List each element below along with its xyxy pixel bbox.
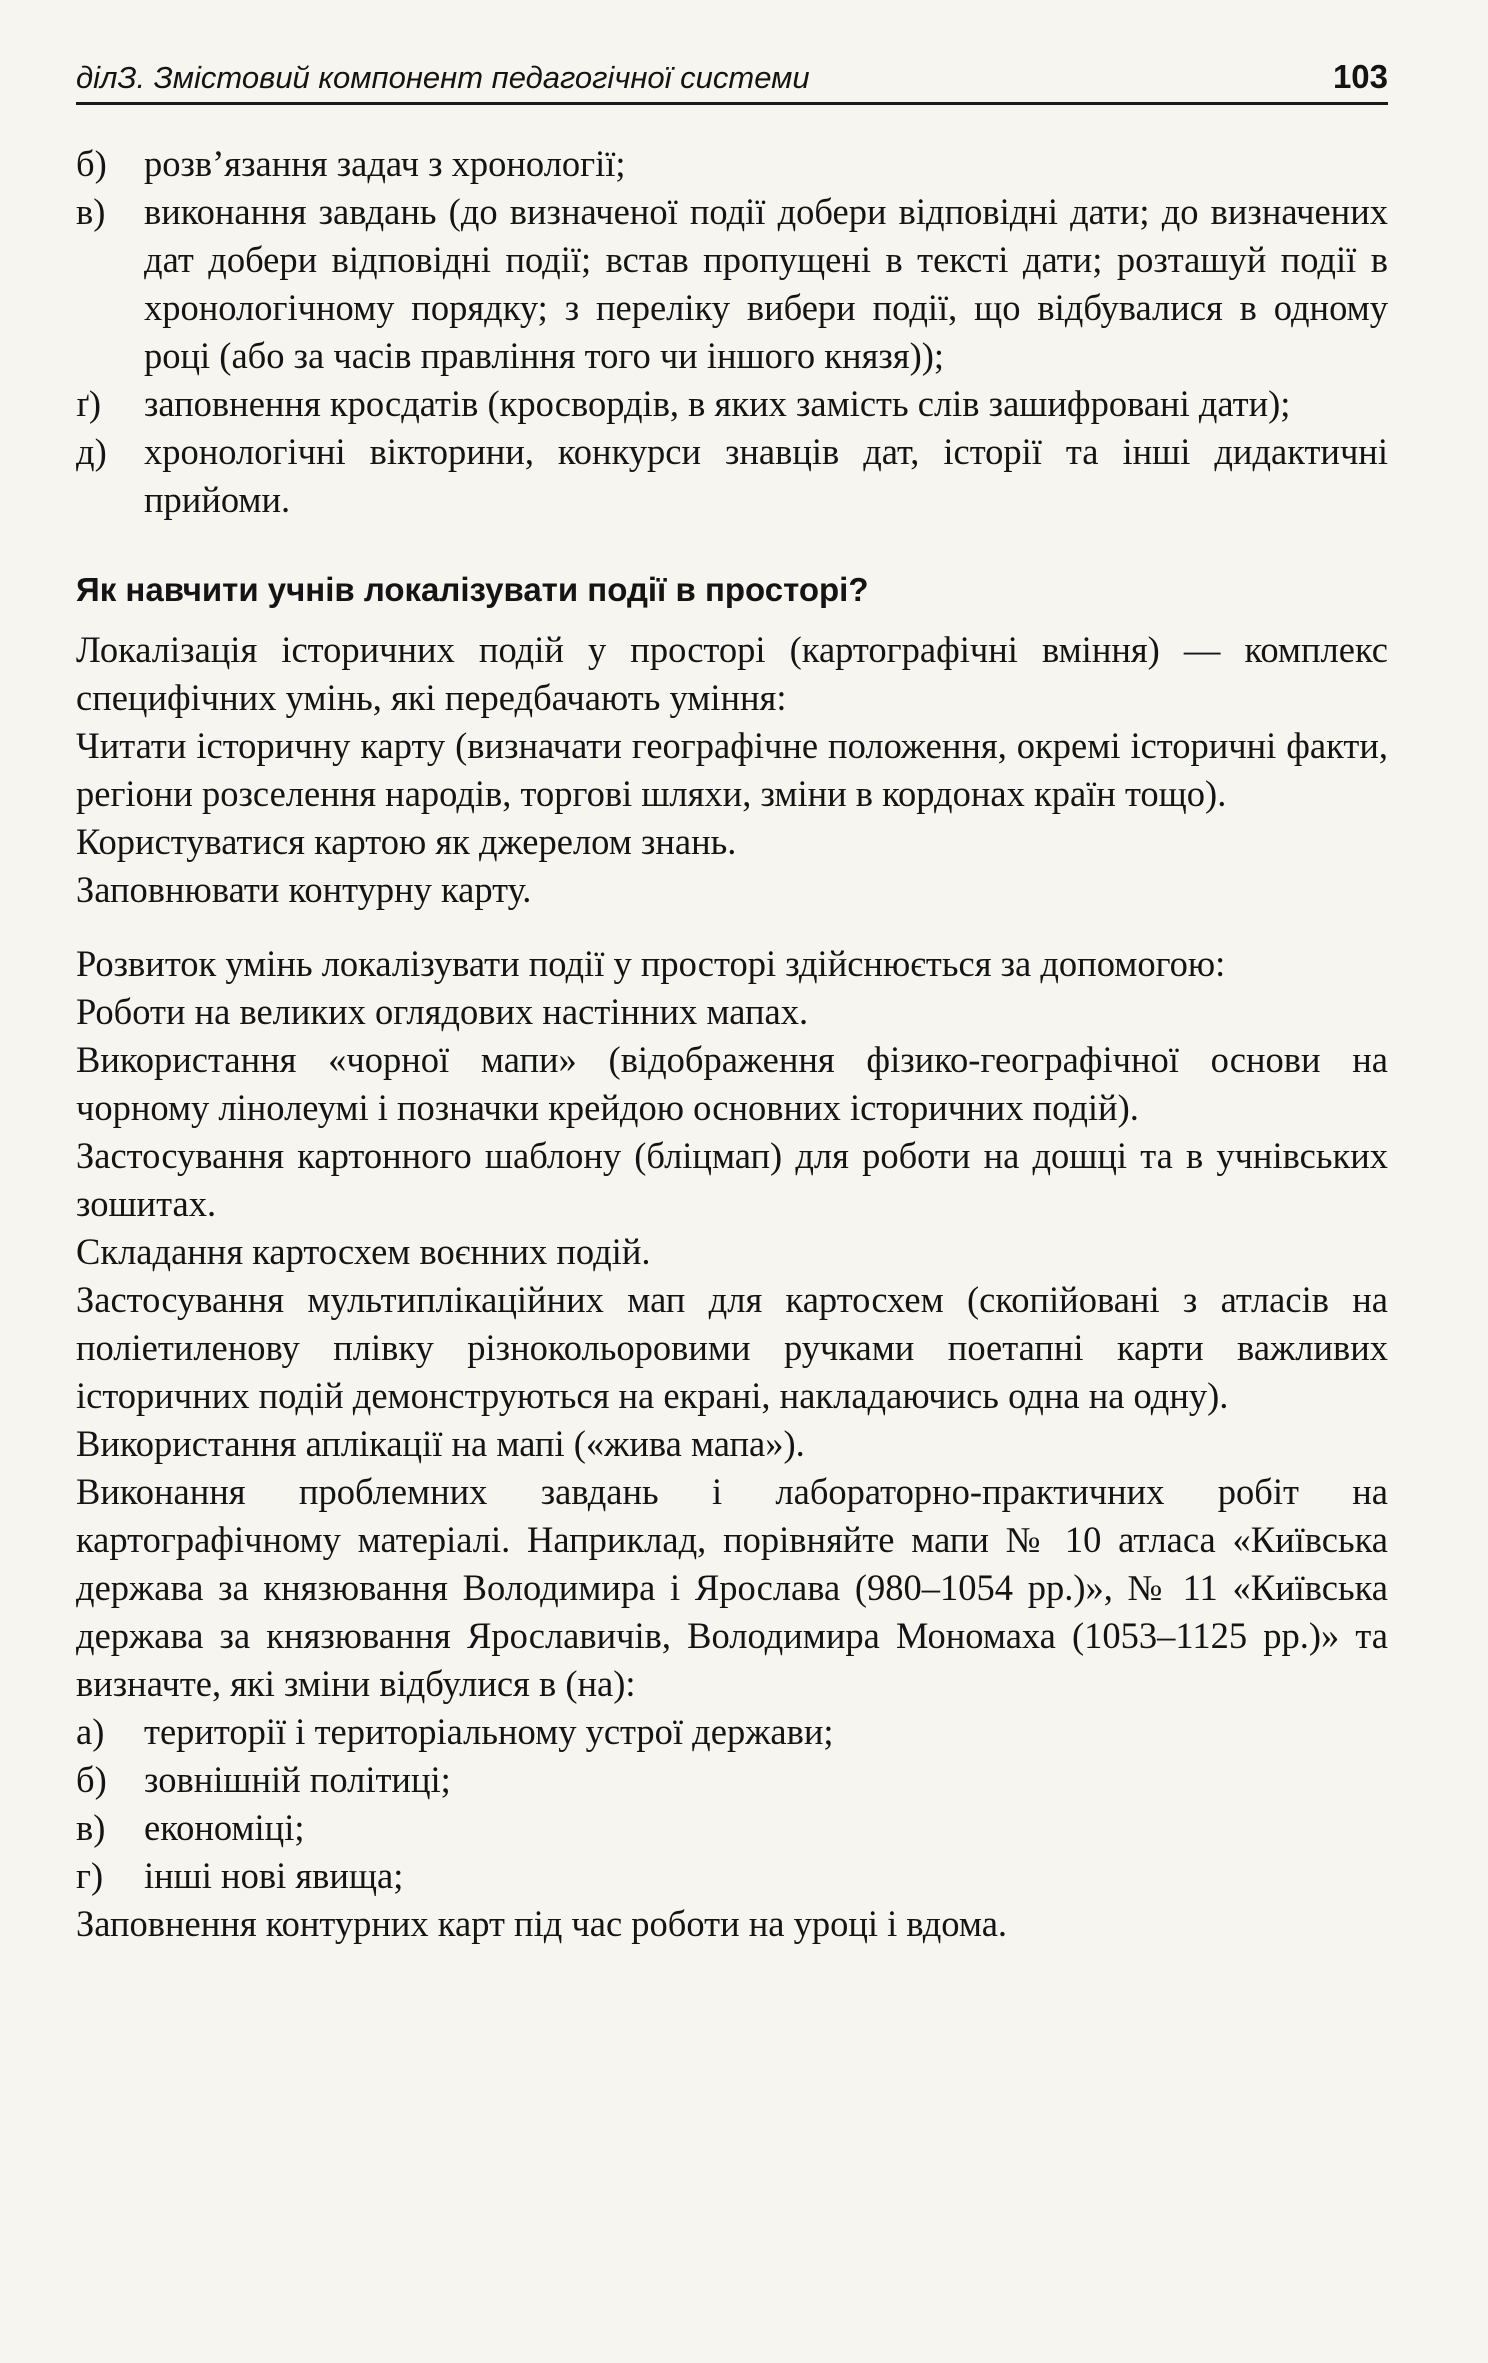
closing-paragraph: Заповнення контурних карт під час роботи на уроці і вдома.: [76, 1903, 1008, 1944]
paragraph: Користуватися картою як джерелом знань.: [76, 821, 737, 862]
list-item-text: хронологічні вікторини, конкурси знавців дат, історії та інші дидактичні прийоми.: [144, 431, 1388, 520]
list-item: [76, 380, 1388, 428]
list-item-text: інші нові явища;: [144, 1855, 404, 1896]
chronology-list: [76, 140, 1388, 524]
list-marker: б): [76, 1759, 107, 1800]
list-item-text: розв’язання задач з хронології;: [144, 143, 626, 184]
section-skills-development: [76, 940, 1388, 1708]
list-item: [76, 428, 1388, 524]
paragraph: Використання аплікації на мапі («жива мапа»).: [76, 1423, 805, 1464]
page-header: [76, 58, 1388, 105]
section-heading: Як навчити учнів локалізувати події в просторі?: [76, 571, 869, 608]
list-item-text: виконання завдань (до визначеної події добери відповідні дати; до визначених дат добери відповідні події; встав пропущені в тексті дати; розташуй події в хронологічному порядку; з переліку вибери події, що відбувалися в одному році (або за часів правління того чи іншого князя));: [144, 191, 1388, 376]
page-number: 103: [1332, 58, 1388, 95]
list-marker: в): [76, 1807, 106, 1848]
list-item-text: заповнення кросдатів (кросвордів, в яких замість слів зашифровані дати);: [144, 383, 1291, 424]
paragraph: Локалізація історичних подій у просторі (картографічні вміння) — комплекс специфічних умінь, які передбачають уміння:: [76, 629, 1388, 718]
list-marker: в): [76, 191, 106, 232]
paragraph: Складання картосхем воєнних подій.: [76, 1231, 651, 1272]
paragraph: Виконання проблемних завдань і лабораторно-практичних робіт на картографічному матеріалі. Наприклад, порівняйте мапи № 10 атласа «Київська держава за князювання Володимира і Ярослава (980–1054 рр.)», № 11 «Київська держава за князювання Ярославичів, Володимира Мономаха (1053–1125 рр.)» та визначте, які зміни відбулися в (на):: [76, 1471, 1388, 1704]
paragraph: Читати історичну карту (визначати географічне положення, окремі історичні факти, регіони розселення народів, торгові шляхи, зміни в кордонах країн тощо).: [76, 725, 1388, 814]
paragraph: Застосування картонного шаблону (бліцмап) для роботи на дошці та в учнівських зошитах.: [76, 1135, 1388, 1224]
running-title: ділЗ. Змістовий компонент педагогічної системи: [76, 60, 810, 95]
list-item: [76, 140, 1388, 188]
list-item: [76, 1852, 1388, 1900]
list-item: [76, 188, 1388, 380]
list-item-text: зовнішній політиці;: [144, 1759, 451, 1800]
list-item: [76, 1708, 1388, 1756]
paragraph: Розвиток умінь локалізувати події у просторі здійснюється за допомогою:: [76, 943, 1226, 984]
page-content: [76, 140, 1388, 1948]
paragraph: Застосування мультиплікаційних мап для картосхем (скопійовані з атласів на поліетиленову плівку різнокольоровими ручками поетапні карти важливих історичних подій демонструються на екрані, накладаючись одна на одну).: [76, 1279, 1388, 1416]
list-item: [76, 1804, 1388, 1852]
list-marker: б): [76, 143, 107, 184]
changes-list: [76, 1708, 1388, 1900]
paragraph: Заповнювати контурну карту.: [76, 869, 532, 910]
list-marker: ґ): [76, 383, 101, 424]
list-marker: а): [76, 1711, 105, 1752]
list-marker: д): [76, 431, 107, 472]
section-localization: [76, 626, 1388, 914]
paragraph: Використання «чорної мапи» (відображення фізико-географічної основи на чорному лінолеумі і позначки крейдою основних історичних подій).: [76, 1039, 1388, 1128]
list-item-text: економіці;: [144, 1807, 305, 1848]
list-item-text: території і територіальному устрої держави;: [144, 1711, 834, 1752]
list-marker: г): [76, 1855, 104, 1896]
list-item: [76, 1756, 1388, 1804]
paragraph: Роботи на великих оглядових настінних мапах.: [76, 991, 809, 1032]
